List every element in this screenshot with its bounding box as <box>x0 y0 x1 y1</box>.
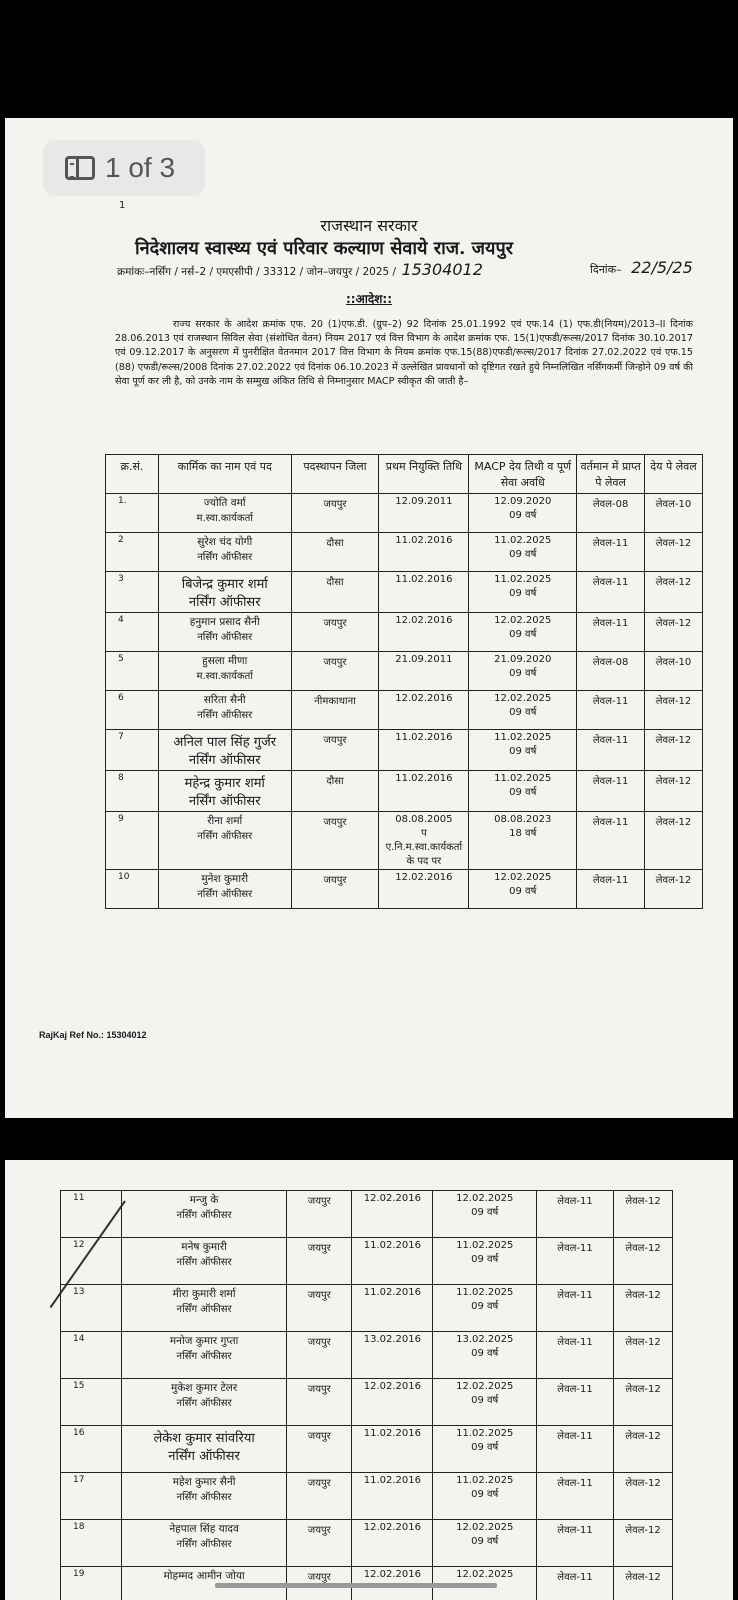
employee-name: सुरेश चंद योगी <box>197 536 253 548</box>
due-level: लेवल-12 <box>614 1426 673 1473</box>
serial-number: 17 <box>61 1473 122 1520</box>
serial-number: 4 <box>106 613 159 652</box>
serial-number: 1. <box>106 494 159 533</box>
employee-name: हुसला मीणा <box>202 655 248 667</box>
service-years: 09 वर्ष <box>509 588 537 599</box>
current-level: लेवल-11 <box>577 572 645 613</box>
rajkaj-ref: RajKaj Ref No.: 15304012 <box>39 1030 147 1040</box>
first-appointment-date: 12.02.2016 <box>395 615 453 626</box>
district: दौसा <box>291 572 379 613</box>
macp-cell <box>433 1332 537 1379</box>
employee-cell <box>158 613 291 652</box>
table-row <box>61 1379 673 1426</box>
first-appointment-date: 11.02.2016 <box>363 1428 421 1439</box>
employee-cell <box>158 652 291 691</box>
order-ref-handwritten: 15304012 <box>401 260 483 279</box>
due-level: लेवल-12 <box>645 812 703 870</box>
current-level: लेवल-11 <box>577 870 645 909</box>
order-paragraph: राज्य सरकार के आदेश क्रमांक एफ. 20 (1)एफ.डी. (ग्रुप–2) 92 दिनांक 25.01.1992 एवं एफ.14 (1) एफ.डी(नियम)/2013–II दिनांक 28.06.2013 एवं राजस्थान सिविल सेवा (संशोधित वेतन) नियम 2017 एवं वित्त विभाग के आदेश क्रमांक एफ. 15(1)एफडी/रूल्स/2017 दिनांक 30.10.2017 एवं 09.12.2017 के अनुसरण में पुनरीक्षित वेतनमान 2017 वित्त विभाग के नियम क्रमांक एफ.15(88)एफडी/रूल्स/2017 दिनांक 27.02.2022 एवं एफ.15 (88) एफडी/रूल्स/2008 दिनांक 27.02.2022 एवं दिनांक 06.10.2023 में उल्लेखित प्रावधानों को दृष्टिगत रखते हुये निम्नलिखित नर्सिंगकर्मी जिन्होने 09 वर्ष की सेवा पूर्ण कर ली है, को उनके नाम के सम्मुख अंकित तिथि से निम्नानुसार MACP स्वीकृत की जाती है– <box>115 319 693 387</box>
table-row <box>106 771 703 812</box>
district: जयपुर <box>287 1332 352 1379</box>
current-level: लेवल-11 <box>536 1332 613 1379</box>
macp-cell <box>469 494 577 533</box>
employee-post: नर्सिंग ऑफीसर <box>197 889 253 900</box>
employee-cell <box>121 1285 286 1332</box>
first-appointment-cell <box>379 572 469 613</box>
serial-number: 3 <box>106 572 159 613</box>
macp-cell <box>469 771 577 812</box>
first-appointment-cell <box>379 494 469 533</box>
order-date <box>590 258 693 277</box>
government-title: राजस्थान सरकार <box>320 216 418 235</box>
employee-cell <box>158 572 291 613</box>
service-years: 09 वर्ष <box>509 886 537 897</box>
serial-number: 12 <box>61 1238 122 1285</box>
due-level: लेवल-12 <box>614 1285 673 1332</box>
due-level: लेवल-12 <box>614 1473 673 1520</box>
serial-number: 15 <box>61 1379 122 1426</box>
employee-post: नर्सिंग ऑफीसर <box>176 1539 232 1550</box>
macp-date: 11.02.2025 <box>494 535 552 546</box>
district: जयपुर <box>287 1426 352 1473</box>
service-years: 09 वर्ष <box>471 1207 499 1218</box>
macp-date: 08.08.2023 <box>494 814 552 825</box>
macp-table-continued <box>60 1190 673 1600</box>
serial-number: 18 <box>61 1520 122 1567</box>
district: जयपुर <box>291 812 379 870</box>
due-level: लेवल-12 <box>645 691 703 730</box>
current-level: लेवल-11 <box>577 812 645 870</box>
page-indicator[interactable] <box>43 140 205 196</box>
first-appointment-date: 11.02.2016 <box>363 1475 421 1486</box>
employee-name: मन्जु के <box>189 1194 219 1206</box>
first-appointment-date: 11.02.2016 <box>395 574 453 585</box>
employee-post: नर्सिंग ऑफीसर <box>197 710 253 721</box>
macp-cell <box>433 1520 537 1567</box>
first-appointment-cell <box>352 1238 433 1285</box>
current-level: लेवल-11 <box>536 1473 613 1520</box>
first-appointment-date: 12.02.2016 <box>363 1569 421 1580</box>
service-years: 09 वर्ष <box>509 746 537 757</box>
macp-date: 12.02.2025 <box>494 615 552 626</box>
employee-name: रीना शर्मा <box>207 815 243 827</box>
macp-date: 11.02.2025 <box>456 1475 514 1486</box>
service-years: 18 वर्ष <box>509 828 537 839</box>
service-years: 09 वर्ष <box>509 787 537 798</box>
due-level: लेवल-12 <box>614 1520 673 1567</box>
employee-name: हनुमान प्रसाद सैनी <box>189 616 260 628</box>
current-level: लेवल-11 <box>536 1238 613 1285</box>
macp-date: 11.02.2025 <box>456 1240 514 1251</box>
first-appointment-date: 11.02.2016 <box>395 732 453 743</box>
first-appointment-cell <box>379 812 469 870</box>
employee-name: मुनेश कुमारी <box>201 873 249 885</box>
service-years: 09 वर्ष <box>471 1254 499 1265</box>
serial-number: 5 <box>106 652 159 691</box>
district: जयपुर <box>287 1238 352 1285</box>
first-appointment-date: 08.08.2005 <box>395 814 453 825</box>
service-years: 09 वर्ष <box>509 510 537 521</box>
district: जयपुर <box>291 652 379 691</box>
service-years: 09 वर्ष <box>509 707 537 718</box>
col-header-sn: क्र.सं. <box>106 455 159 494</box>
employee-cell <box>121 1426 286 1473</box>
macp-cell <box>469 870 577 909</box>
service-years: 09 वर्ष <box>471 1348 499 1359</box>
macp-date: 13.02.2025 <box>456 1334 514 1345</box>
first-appointment-cell <box>352 1426 433 1473</box>
macp-cell <box>433 1285 537 1332</box>
district: जयपुर <box>287 1473 352 1520</box>
first-appointment-cell <box>352 1191 433 1238</box>
serial-number: 11 <box>61 1191 122 1238</box>
date-label: दिनांक– <box>590 263 622 276</box>
first-appointment-cell <box>352 1473 433 1520</box>
employee-post: नर्सिंग ऑफीसर <box>176 1492 232 1503</box>
district: जयपुर <box>287 1191 352 1238</box>
scroll-indicator[interactable] <box>215 1583 497 1588</box>
due-level: लेवल-10 <box>645 494 703 533</box>
page-number: 1 <box>119 200 126 211</box>
current-level: लेवल-11 <box>577 730 645 771</box>
macp-date: 12.02.2025 <box>494 872 552 883</box>
service-years: 09 वर्ष <box>509 629 537 640</box>
table-row <box>61 1426 673 1473</box>
due-level: लेवल-12 <box>645 533 703 572</box>
employee-post: नर्सिंग ऑफीसर <box>168 1449 240 1464</box>
employee-post: म.स्वा.कार्यकर्ता <box>196 671 253 682</box>
employee-name: मुकेश कुमार टेलर <box>170 1382 238 1394</box>
due-level: लेवल-12 <box>614 1191 673 1238</box>
table-row <box>106 533 703 572</box>
first-appointment-date: 12.02.2016 <box>395 872 453 883</box>
due-level: लेवल-12 <box>614 1238 673 1285</box>
due-level: लेवल-10 <box>645 652 703 691</box>
current-level: लेवल-11 <box>577 613 645 652</box>
current-level: लेवल-11 <box>577 771 645 812</box>
current-level: लेवल-08 <box>577 494 645 533</box>
first-appointment-date: 12.02.2016 <box>363 1381 421 1392</box>
due-level: लेवल-12 <box>614 1567 673 1600</box>
macp-cell <box>433 1238 537 1285</box>
employee-cell <box>121 1238 286 1285</box>
district: जयपुर <box>291 870 379 909</box>
first-appointment-cell <box>352 1379 433 1426</box>
current-level: लेवल-11 <box>577 691 645 730</box>
table-row <box>106 870 703 909</box>
due-level: लेवल-12 <box>614 1379 673 1426</box>
macp-cell <box>469 691 577 730</box>
employee-cell <box>158 691 291 730</box>
serial-number: 7 <box>106 730 159 771</box>
current-level: लेवल-11 <box>577 533 645 572</box>
macp-date: 11.02.2025 <box>494 732 552 743</box>
first-appointment-date: 12.02.2016 <box>363 1193 421 1204</box>
employee-name: महेश कुमार सैनी <box>172 1476 236 1488</box>
district: जयपुर <box>291 730 379 771</box>
date-handwritten: 22/5/25 <box>631 258 693 277</box>
table-row <box>61 1520 673 1567</box>
due-level: लेवल-12 <box>645 613 703 652</box>
serial-number: 10 <box>106 870 159 909</box>
macp-date: 12.02.2025 <box>494 693 552 704</box>
first-appointment-date: 13.02.2016 <box>363 1334 421 1345</box>
serial-number: 14 <box>61 1332 122 1379</box>
macp-table <box>105 454 703 909</box>
employee-cell <box>121 1379 286 1426</box>
macp-cell <box>433 1426 537 1473</box>
district: दौसा <box>291 771 379 812</box>
document-page-1 <box>5 118 733 1118</box>
order-reference <box>117 260 483 279</box>
district: जयपुर <box>287 1567 352 1600</box>
macp-date: 12.02.2025 <box>456 1381 514 1392</box>
employee-name: महेन्द्र कुमार शर्मा <box>184 776 265 791</box>
document-page-2 <box>5 1160 733 1600</box>
district: दौसा <box>291 533 379 572</box>
employee-cell <box>158 730 291 771</box>
department-title: निदेशालय स्वास्थ्य एवं परिवार कल्याण सेवाये राज. जयपुर <box>135 238 514 259</box>
current-level: लेवल-11 <box>536 1567 613 1600</box>
serial-number: 13 <box>61 1285 122 1332</box>
employee-post: नर्सिंग ऑफीसर <box>188 794 261 809</box>
district: जयपुर <box>287 1520 352 1567</box>
service-years: 09 वर्ष <box>509 668 537 679</box>
employee-cell <box>158 771 291 812</box>
first-appointment-cell <box>352 1332 433 1379</box>
current-level: लेवल-08 <box>577 652 645 691</box>
serial-number: 16 <box>61 1426 122 1473</box>
table-row <box>106 691 703 730</box>
employee-post: म.स्वा.कार्यकर्ता <box>196 513 253 524</box>
macp-date: 11.02.2025 <box>456 1428 514 1439</box>
order-body <box>115 318 693 389</box>
first-appointment-note: प ए.नि.म.स्वा.कार्यकर्ता के पद पर <box>385 828 463 867</box>
employee-post: नर्सिंग ऑफीसर <box>176 1398 232 1409</box>
table-row <box>61 1191 673 1238</box>
employee-name: मोहम्मद आमीन जोया <box>163 1570 245 1582</box>
macp-date: 11.02.2025 <box>494 773 552 784</box>
macp-date: 12.02.2025 <box>456 1569 514 1580</box>
current-level: लेवल-11 <box>536 1520 613 1567</box>
employee-name: सरिता सैनी <box>203 694 246 706</box>
employee-cell <box>158 494 291 533</box>
employee-cell <box>121 1191 286 1238</box>
employee-name: नेहपाल सिंह यादव <box>169 1523 239 1535</box>
col-header-name: कार्मिक का नाम एवं पद <box>158 455 291 494</box>
serial-number: 8 <box>106 771 159 812</box>
due-level: लेवल-12 <box>645 870 703 909</box>
table-header-row <box>106 455 703 494</box>
serial-number: 6 <box>106 691 159 730</box>
col-header-current-level: वर्तमान में प्राप्त पे लेवल <box>577 455 645 494</box>
macp-date: 11.02.2025 <box>456 1287 514 1298</box>
macp-cell <box>469 812 577 870</box>
first-appointment-cell <box>379 691 469 730</box>
col-header-district: पदस्थापन जिला <box>291 455 379 494</box>
first-appointment-date: 11.02.2016 <box>363 1240 421 1251</box>
employee-cell <box>158 812 291 870</box>
district: जयपुर <box>287 1285 352 1332</box>
order-ref-prefix: क्रमांकः–नर्सिंग / नर्स–2 / एमएसीपी / 33312 / जोन–जयपुर / 2025 / <box>117 266 397 278</box>
district: जयपुर <box>291 613 379 652</box>
macp-cell <box>469 533 577 572</box>
first-appointment-date: 11.02.2016 <box>363 1287 421 1298</box>
employee-name: मनोज कुमार गुप्ता <box>169 1335 239 1347</box>
service-years: 09 वर्ष <box>471 1489 499 1500</box>
first-appointment-date: 11.02.2016 <box>395 773 453 784</box>
table-row <box>106 730 703 771</box>
employee-name: मनेष कुमारी <box>181 1241 227 1253</box>
current-level: लेवल-11 <box>536 1191 613 1238</box>
page-indicator-text: 1 of 3 <box>105 152 176 183</box>
table-row <box>106 812 703 870</box>
first-appointment-date: 12.09.2011 <box>395 496 453 507</box>
employee-name: लेकेश कुमार सांवरिया <box>153 1431 255 1446</box>
macp-cell <box>469 572 577 613</box>
serial-number: 9 <box>106 812 159 870</box>
employee-name: बिजेन्द्र कुमार शर्मा <box>181 577 268 592</box>
first-appointment-date: 21.09.2011 <box>395 654 453 665</box>
due-level: लेवल-12 <box>614 1332 673 1379</box>
order-title: ::आदेश:: <box>346 292 392 306</box>
macp-cell <box>433 1191 537 1238</box>
employee-post: नर्सिंग ऑफीसर <box>197 632 253 643</box>
macp-cell <box>469 613 577 652</box>
employee-cell <box>158 870 291 909</box>
service-years: 09 वर्ष <box>471 1536 499 1547</box>
page-view-icon <box>65 156 95 180</box>
macp-cell <box>433 1473 537 1520</box>
macp-cell <box>469 730 577 771</box>
first-appointment-cell <box>379 870 469 909</box>
first-appointment-cell <box>379 652 469 691</box>
district: जयपुर <box>291 494 379 533</box>
table-row <box>61 1285 673 1332</box>
due-level: लेवल-12 <box>645 771 703 812</box>
employee-post: नर्सिंग ऑफीसर <box>176 1210 232 1221</box>
macp-date: 11.02.2025 <box>494 574 552 585</box>
table-row <box>61 1473 673 1520</box>
macp-cell <box>433 1379 537 1426</box>
employee-post: नर्सिंग ऑफीसर <box>197 831 253 842</box>
employee-post: नर्सिंग ऑफीसर <box>176 1351 232 1362</box>
macp-date: 12.02.2025 <box>456 1193 514 1204</box>
employee-cell <box>158 533 291 572</box>
first-appointment-cell <box>379 533 469 572</box>
current-level: लेवल-11 <box>536 1426 613 1473</box>
first-appointment-cell <box>352 1285 433 1332</box>
first-appointment-cell <box>379 730 469 771</box>
employee-post: नर्सिंग ऑफीसर <box>176 1304 232 1315</box>
first-appointment-cell <box>352 1520 433 1567</box>
service-years: 09 वर्ष <box>509 549 537 560</box>
district: नीमकाथाना <box>291 691 379 730</box>
employee-name: ज्योति वर्मा <box>203 497 246 509</box>
service-years: 09 वर्ष <box>471 1442 499 1453</box>
employee-name: अनिल पाल सिंह गुर्जर <box>173 735 277 750</box>
col-header-first-appointment: प्रथम नियुक्ति तिथि <box>379 455 469 494</box>
serial-number: 19 <box>61 1567 122 1600</box>
macp-date: 12.02.2025 <box>456 1522 514 1533</box>
due-level: लेवल-12 <box>645 572 703 613</box>
first-appointment-date: 11.02.2016 <box>395 535 453 546</box>
first-appointment-cell <box>379 613 469 652</box>
macp-cell <box>469 652 577 691</box>
service-years: 09 वर्ष <box>471 1301 499 1312</box>
table-row <box>106 613 703 652</box>
macp-date: 21.09.2020 <box>494 654 552 665</box>
table-row <box>106 572 703 613</box>
employee-cell <box>121 1520 286 1567</box>
table-row <box>61 1238 673 1285</box>
first-appointment-cell <box>379 771 469 812</box>
district: जयपुर <box>287 1379 352 1426</box>
macp-date: 12.09.2020 <box>494 496 552 507</box>
serial-number: 2 <box>106 533 159 572</box>
due-level: लेवल-12 <box>645 730 703 771</box>
employee-name: मीरा कुमारी शर्मा <box>172 1288 236 1300</box>
employee-post: नर्सिंग ऑफीसर <box>176 1257 232 1268</box>
table-row <box>61 1332 673 1379</box>
employee-post: नर्सिंग ऑफीसर <box>197 552 253 563</box>
employee-cell <box>121 1473 286 1520</box>
table-row <box>106 652 703 691</box>
employee-post: नर्सिंग ऑफीसर <box>188 595 261 610</box>
col-header-macp-date: MACP देय तिथी व पूर्ण सेवा अवधि <box>469 455 577 494</box>
employee-post: नर्सिंग ऑफीसर <box>188 753 261 768</box>
table-row <box>106 494 703 533</box>
col-header-due-level: देय पे लेवल <box>645 455 703 494</box>
employee-cell <box>121 1332 286 1379</box>
first-appointment-date: 12.02.2016 <box>395 693 453 704</box>
first-appointment-date: 12.02.2016 <box>363 1522 421 1533</box>
current-level: लेवल-11 <box>536 1285 613 1332</box>
service-years: 09 वर्ष <box>471 1395 499 1406</box>
current-level: लेवल-11 <box>536 1379 613 1426</box>
